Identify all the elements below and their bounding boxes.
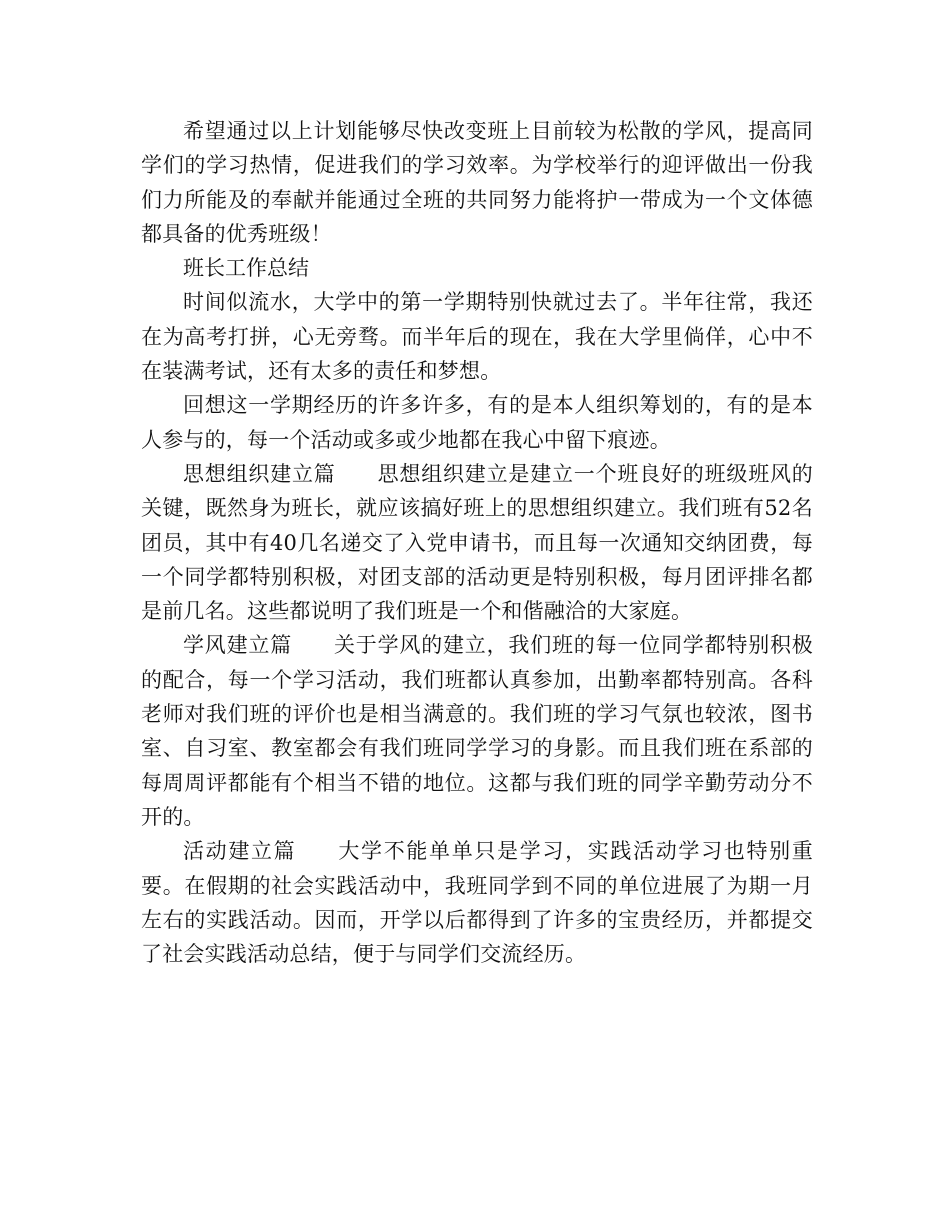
section-activity-body: 大学不能单单只是学习，实践活动学习也特别重要。在假期的社会实践活动中，我班同学到不同的单位进展了为期一月左右的实践活动。因而，开学以后都得到了许多的宝贵经历，并都提交了社会实践活动总结，便于与同学们交流经历。 bbox=[141, 839, 813, 967]
section-study-body: 关于学风的建立，我们班的每一位同学都特别积极的配合，每一个学习活动，我们班都认真参加，出勤率都特别高。各科老师对我们班的评价也是相当满意的。我们班的学习气氛也较浓，图书室、自习室、教室都会有我们班同学学习的身影。而且我们班在系部的每周周评都能有个相当不错的地位。这都与我们班的同学辛勤劳动分不开的。 bbox=[141, 633, 813, 829]
section-study bbox=[141, 628, 813, 834]
paragraph-2: 回想这一学期经历的许多许多，有的是本人组织筹划的，有的是本人参与的，每一个活动或多或少地都在我心中留下痕迹。 bbox=[141, 393, 813, 452]
section-ideology bbox=[141, 457, 813, 628]
document-page bbox=[141, 114, 813, 971]
document-heading: 班长工作总结 bbox=[183, 256, 309, 281]
section-ideology-title: 思想组织建立篇 bbox=[183, 461, 336, 486]
intro-paragraph: 希望通过以上计划能够尽快改变班上目前较为松散的学风，提高同学们的学习热情，促进我们的学习效率。为学校举行的迎评做出一份我们力所能及的奉献并能通过全班的共同努力能将护一带成为一个文体德都具备的优秀班级！ bbox=[141, 119, 813, 246]
section-activity bbox=[141, 834, 813, 971]
section-study-title: 学风建立篇 bbox=[183, 633, 292, 658]
section-ideology-body: 思想组织建立是建立一个班良好的班级班风的关键，既然身为班长，就应该搞好班上的思想组织建立。我们班有52名团员，其中有40几名递交了入党申请书，而且每一次通知交纳团费，每一个同学都特别积极，对团支部的活动更是特别积极，每月团评排名都是前几名。这些都说明了我们班是一个和偕融洽的大家庭。 bbox=[141, 461, 814, 624]
section-activity-title: 活动建立篇 bbox=[183, 839, 297, 864]
paragraph-1: 时间似流水，大学中的第一学期特别快就过去了。半年往常，我还在为高考打拼，心无旁骛。而半年后的现在，我在大学里倘佯，心中不在装满考试，还有太多的责任和梦想。 bbox=[141, 290, 813, 384]
